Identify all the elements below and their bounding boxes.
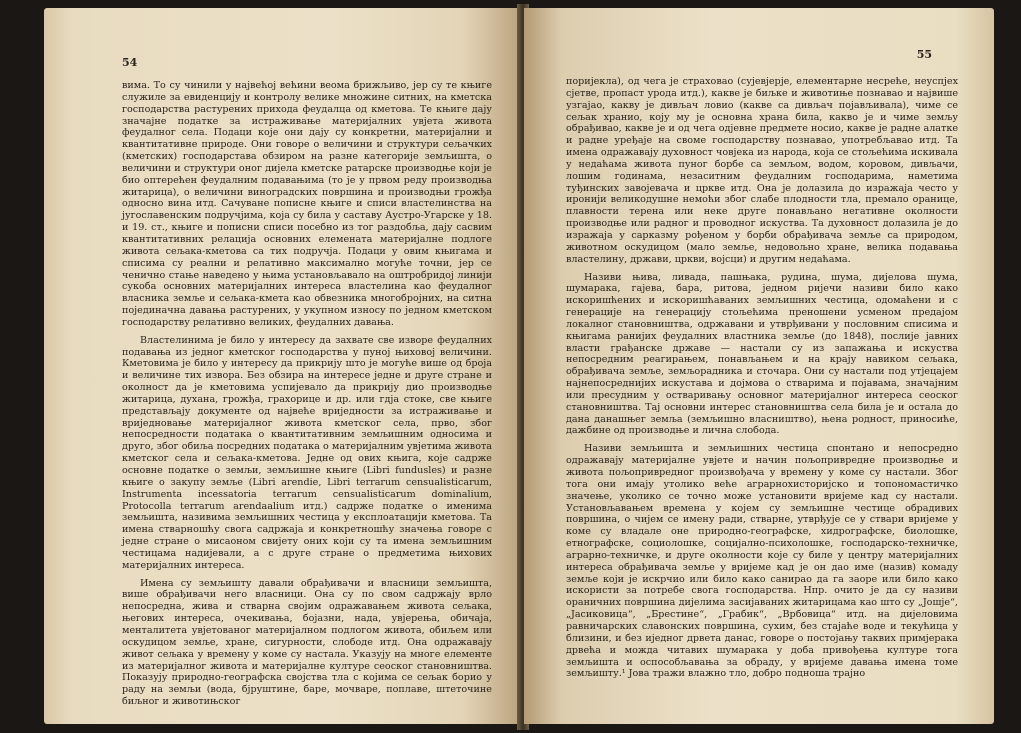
left-page-body (122, 80, 492, 708)
left-page (44, 8, 522, 724)
right-page-body (566, 76, 958, 680)
paragraph: вима. То су чинили у највећој већини веома брижљиво, јер су те књиге служиле за евиденцију и контролу велике множине ситних, на кметска господарства растурених прихода феудалца од кметова. Те књиге дају значајне податке за истраживање материјалних увјета живота феудалног села. Подаци које они дају су конкретни, материјални и квантитативне природе. Они говоре о величини и структури сељачких (кметских) господарстава обзиром на разне категорије земљишта, о величини и структури оног дијела кметске ратарске производње који је био оптерећен феудалним подавањима (то је у првом реду производња житарица), о величини виноградских површина и производњи грожђа односно вина итд. Сачуване пописне књиге и списи властелинства на југославенским подручјима, која су била у саставу Аустро-Угарске у 18. и 19. ст., књиге и пописни списи посебно из тог раздобља, дају сасвим квантитативних релација основних елемената материјалне подлоге живота сељака-кметова са тих подручја. Подаци у овим књигама и списима су реални и релативно максимално могуће точни, јер се ченично стање наведено у њима установљавало на оштробридој линији сукоба основних материјалних интереса властелина као феудалног власника земље и сељака-кмета као обвезника многобројних, на ситна појединачна давања растурених, у укупном износу по једном кметском господарству релативно великих, феудалних давања. (122, 80, 492, 328)
page-number-left: 54 (122, 56, 138, 69)
right-page (524, 8, 994, 724)
paragraph: Називи земљишта и земљишних честица спонтано и непосредно одражавају материјалне увјете и начин пољопривредне производње и живота пољопривредног произвођача у времену у коме су настали. Због тога они имају утолико веће аграрнохисторијско и топономастичко значење, уколико се точно може установити вријеме кад су настали. Установљавањем времена у којем су земљишне честице обрадивих површина, о чијем се имену ради, стварне, утврђује се у ствари вријеме у коме су владале оне природно-географске, хидрографске, биолошке, етнографске, социолошке, социјално-психолошке, господарско-техничке, аграрно-техничке, и друге околности које су биле у центру материјалних интереса обрађивача земље у вријеме кад је он дао име (назив) комаду земље који је искрчио или било како санирао да га заоре или било како искористи за потребе свога господарства. Нпр. очито је да су називи ораничних површина дијелима засијаваних житарицама као што су „Јошје“, „Јасиковица“, „Брестине“, „Грабик“, „Врбовица“ итд. на дијеловима равничарских славонских површина, сухим, без стајаће воде и текућица у близини, и без иједног дрвета данас, говоре о постојању таквих примјерака дрвећа и можда читавих шумарака у доба привођења културе тога земљишта и оспособљавања за обраду, у вријеме давања имена томе земљишту.¹ Јова тражи влажно тло, добро подноша трајно (566, 443, 958, 680)
paragraph: Имена су земљишту давали обрађивачи и власници земљишта, више обрађивачи него власници. Она су по свом садржају врло непосредна, жива и стварна својим одражавањем живота сељака, његових интереса, очекивања, бојазни, нада, увјерења, обичаја, менталитета увјетованог материјалном подлогом живота, обиљем или оскудицом земље, хране, сигурности, слободе итд. Она одражавају живот сељака у времену у коме су настала. Указују на многе елементе из материјалног живота и материјалне културе сеоског становништва. Показују природно-географска својства тла с којима се сељак борио у раду на земљи (вода, бјруштине, баре, мочваре, поплаве, штеточине биљног и животињског (122, 577, 492, 708)
paragraph: Властелинима је било у интересу да захвате све изворе феудалних подавања из једног кметског господарства у пуној њиховој величини. Кметовима је било у интересу да прикрију што је могуће више од броја и величине тих извора. Без обзира на интересе једне и друге стране и околност да је кметовима успијевало да прикрију дио производње житарица, духана, грожђа, грахорице и др. или гдја стоке, све књиге представљају документе од највеће вриједности за истраживање и вриједновање материјалног живота кметског села, прво, због непосредности података о квантитативним земљишним односима и друго, због обиља посредних података о материјалним увјетима живота кметског села и сељака-кметова. Једне од ових књига, које садрже основне податке о земљи, земљишне књиге (Libri fundusles) и разне књиге о закупу земље (Libri arendie, Libri terrarum censualisticarum, Instrumenta incessatoria terrarum censualisticarum dominalium, Protocolla terrarum arendaalium итд.) садрже податке о именима земљишта, називима земљишних честица у експлоатацији кметова. Та имена стварношћу свога садржаја и конкретношћу значења говоре с једне стране о мисаоном свијету оних који су та имена земљишним честицама надијевали, а с друге стране о предметима њихових материјалних интереса. (122, 334, 492, 571)
paragraph: Називи њива, ливада, пашњака, рудина, шума, дијелова шума, шумарака, гајева, бара, ритова, једном ријечи називи било како искоришћених и искоришћаваних земљишних честица, одомаћени и с генерације на генерацију стољећима преношени усменом предајом локалног становништва, одржавани и утврђивани у пословним списима и књигама ранијих феудалних властника земље (до 1848), послије јавних власти грађанске државе — настали су из запажања и искуства непосредним реагирањем, понављањем и на крају навиком сељака, обрађивача земље, земљорадника и сточара. Они су настали под утјецајем најнепосреднијих искустава и дојмова о стварима и појавама, значајним или пресудним у остваривању основног материјалног интереса сеоског становништва. Тај основни интерес становништва села била је и остала до дана данашњег земља (земљишно власништво), њена родност, приносиће, дажбине од производње и лична слобода. (566, 271, 958, 437)
paragraph: поријекла), од чега је страховао (сујевјерје, елементарне несреће, неуспјех сјетве, пропаст урода итд.), какве је биљке и животиње познавао и највише узгајао, какву је дивљач ловио (какве са дивљач појављивала), чиме се сељак хранио, коју му је основна храна била, какво је и чиме земљу обрађивао, какве је и од чега одјевне предмете носио, какве је радне алатке и радне уређаје на своме господарству познавао, употребљавао итд. Та имена одражавају духовност човјека из народа, која се стољећима искивала у недаћама живота пуног борбе са земљом, водом, коровом, дивљачи, лошим годинама, незаситним феудалним господарима, наметима туђинских завојевача и цркве итд. Она је долазила до изражаја често у иронији великодушне немоћи због слабе плодности тла, премало оранице, плавности терена или неке друге понављано негативне околности производње или радног и проводног искуства. Та духовност долазила је до изражаја у сарказму рођеном у борби обрађивача земље са природом, животном оскудицом (мало земље, недовољно хране, велика подавања властелину, држави, цркви, војсци) и другим недаћама. (566, 76, 958, 265)
page-number-right: 55 (916, 48, 932, 61)
